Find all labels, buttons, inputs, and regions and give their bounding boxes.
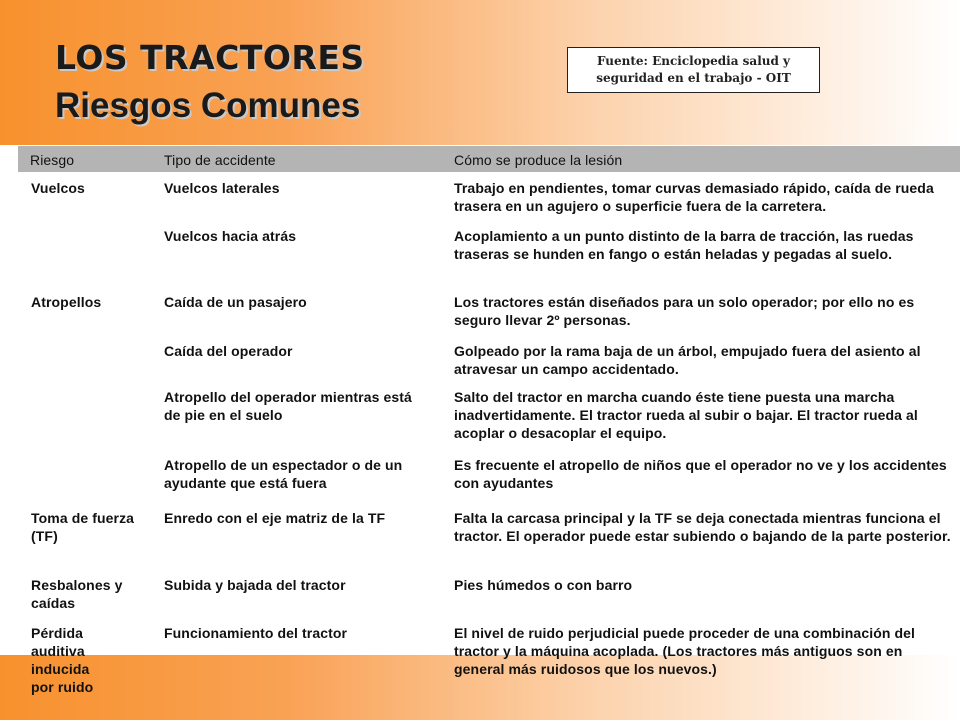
page-subtitle: Riesgos Comunes [55, 86, 361, 125]
row-7-how: Falta la carcasa principal y la TF se deja conectada mientras funciona el tractor. El operador puede estar subiendo o bajando de la parte posterior. [454, 510, 951, 544]
row-8-how: Pies húmedos o con barro [454, 577, 633, 593]
row-1-risk: Vuelcos [31, 180, 85, 196]
source-line-1: Fuente: Enciclopedia salud y [596, 54, 791, 68]
row-1-type: Vuelcos laterales [164, 180, 280, 196]
row-3-risk: Atropellos [31, 294, 102, 310]
row-9-risk: Pérdida auditiva inducida por ruido [31, 625, 94, 695]
row-6-how: Es frecuente el atropello de niños que el operador no ve y los accidentes con ayudantes [454, 457, 947, 491]
header-risk: Riesgo [30, 152, 75, 168]
header-type: Tipo de accidente [164, 152, 276, 168]
row-7-risk: Toma de fuerza (TF) [31, 510, 135, 544]
row-9-type: Funcionamiento del tractor [164, 625, 348, 641]
row-4-how: Golpeado por la rama baja de un árbol, empujado fuera del asiento al atravesar un campo accidentado. [454, 343, 921, 377]
row-3-type: Caída de un pasajero [164, 294, 307, 310]
row-7-type: Enredo con el eje matriz de la TF [164, 510, 386, 526]
header-how: Cómo se produce la lesión [454, 152, 623, 168]
source-box [567, 47, 820, 93]
row-2-type: Vuelcos hacia atrás [164, 228, 297, 244]
row-5-type: Atropello del operador mientras está de pie en el suelo [164, 389, 412, 423]
row-8-type: Subida y bajada del tractor [164, 577, 346, 593]
row-5-how: Salto del tractor en marcha cuando éste tiene puesta una marcha inadvertidamente. El tractor rueda al subir o bajar. El tractor rueda al acoplar o desacoplar el equipo. [454, 389, 918, 441]
table-header [18, 146, 960, 172]
row-6-type: Atropello de un espectador o de un ayudante que está fuera [164, 457, 403, 491]
source-line-2: seguridad en el trabajo - OIT [596, 71, 791, 85]
row-1-how: Trabajo en pendientes, tomar curvas demasiado rápido, caída de rueda trasera en un agujero o superficie fuera de la carretera. [454, 180, 934, 214]
row-3-how: Los tractores están diseñados para un solo operador; por ello no es seguro llevar 2º personas. [454, 294, 915, 328]
row-4-type: Caída del operador [164, 343, 293, 359]
page-title: LOS TRACTORES [55, 38, 365, 77]
row-9-how: El nivel de ruido perjudicial puede proceder de una combinación del tractor y la máquina acoplada. (Los tractores más antiguos son en general más ruidosos que los nuevos.) [454, 625, 916, 677]
row-2-how: Acoplamiento a un punto distinto de la barra de tracción, las ruedas traseras se hunden en fango o están heladas y pegadas al suelo. [454, 228, 914, 262]
row-8-risk: Resbalones y caídas [31, 577, 123, 611]
